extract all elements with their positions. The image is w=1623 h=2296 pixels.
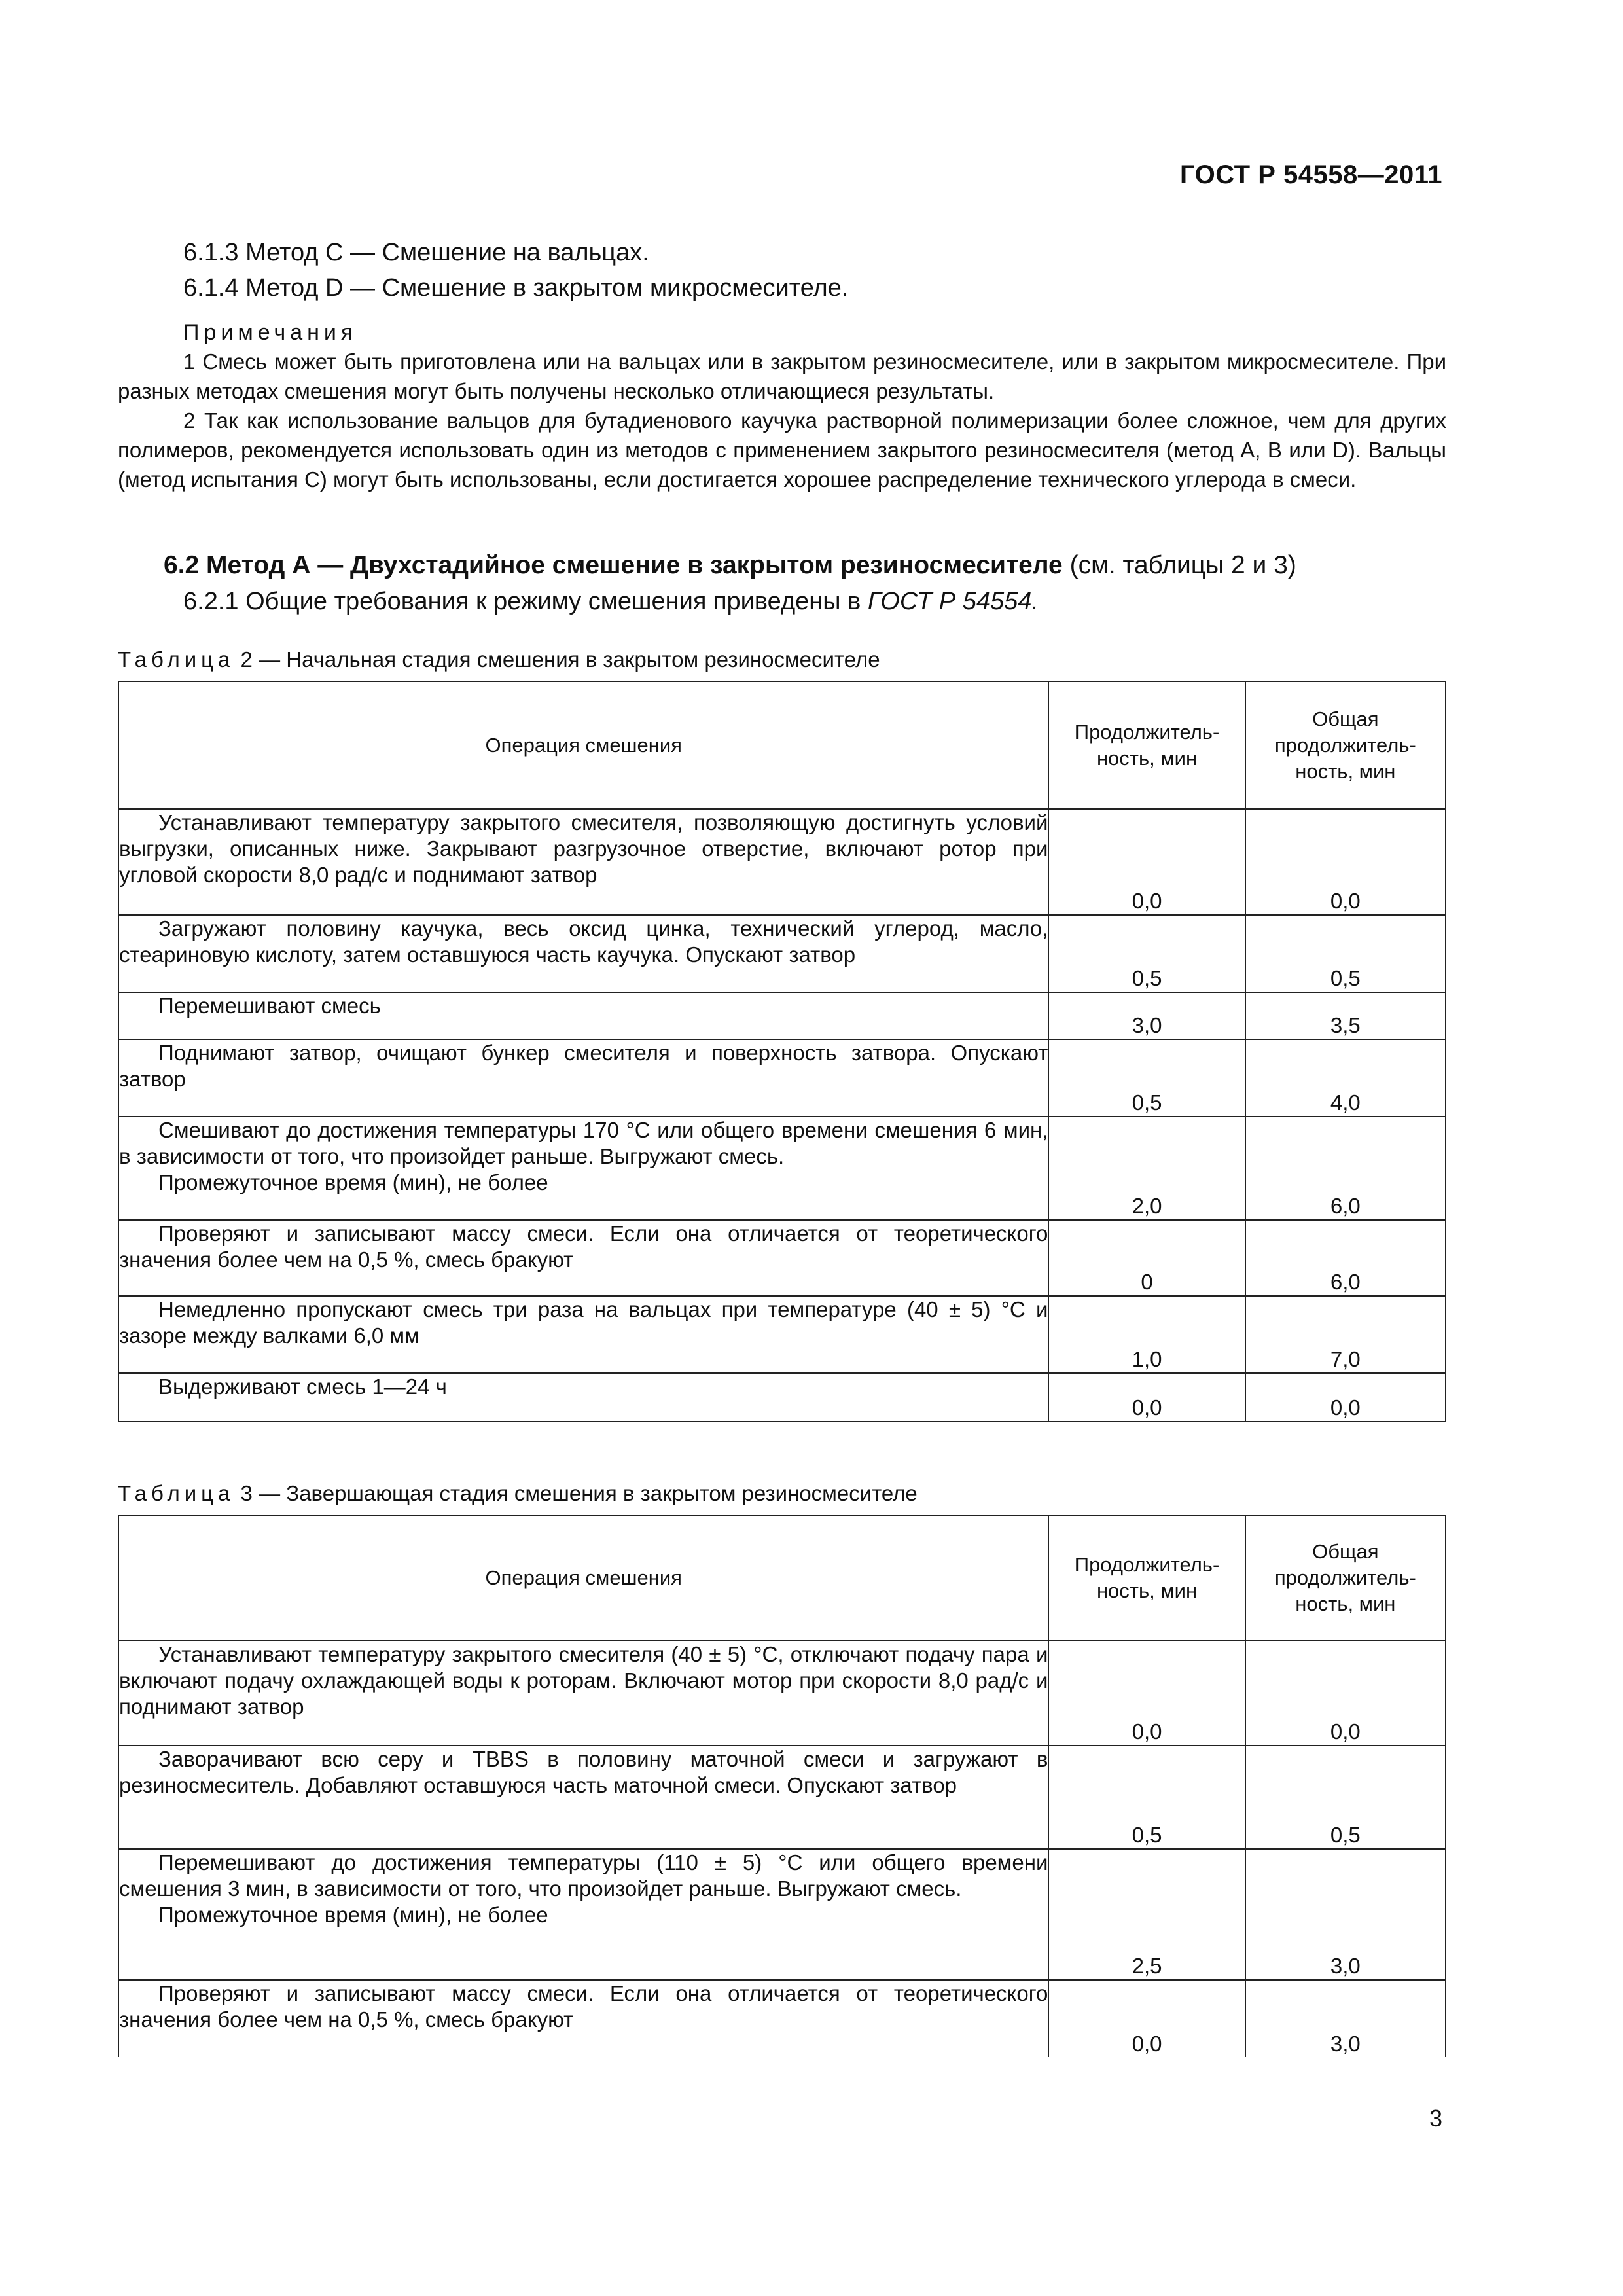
operation-text: Заворачивают всю серу и TBBS в половину маточной смеси и загружают в резиносмеситель. Добавляют оставшуюся часть маточной смеси. Опускают затвор xyxy=(119,1747,1048,1797)
table-2 xyxy=(118,681,1446,1422)
table-row xyxy=(118,1296,1446,1373)
header-duration: Продолжитель-ность, мин xyxy=(1048,681,1245,809)
duration-cell: 0 xyxy=(1048,1220,1245,1296)
paragraph-6-1-4: 6.1.4 Метод D — Смешение в закрытом микросмесителе. xyxy=(183,274,849,302)
operation-cell xyxy=(118,1746,1048,1849)
total-cell: 4,0 xyxy=(1245,1039,1446,1117)
table-3 xyxy=(118,1515,1446,2057)
operation-text: Поднимают затвор, очищают бункер смесителя и поверхность затвора. Опускают затвор xyxy=(119,1041,1048,1091)
note-1: 1 Смесь может быть приготовлена или на вальцах или в закрытом резиносмесителе, или в закрытом микросмесителе. При разных методах смешения могут быть получены несколько отличающиеся результаты. xyxy=(118,350,1446,403)
notes-block xyxy=(118,347,1446,494)
total-cell: 0,0 xyxy=(1245,809,1446,915)
operation-cell xyxy=(118,1117,1048,1220)
operation-cell xyxy=(118,915,1048,992)
table-2-header-row xyxy=(118,681,1446,809)
total-cell: 3,0 xyxy=(1245,1849,1446,1980)
header-operation: Операция смешения xyxy=(118,1515,1048,1641)
table-row xyxy=(118,1039,1446,1117)
duration-cell: 2,5 xyxy=(1048,1849,1245,1980)
header-total-duration: Общая продолжитель-ность, мин xyxy=(1245,681,1446,809)
operation-cell xyxy=(118,1296,1048,1373)
total-cell: 6,0 xyxy=(1245,1220,1446,1296)
table-2-caption-word: Таблица xyxy=(118,647,235,672)
header-operation: Операция смешения xyxy=(118,681,1048,809)
operation-text: Выдерживают смесь 1—24 ч xyxy=(158,1374,447,1399)
duration-cell: 0,0 xyxy=(1048,809,1245,915)
duration-cell: 0,5 xyxy=(1048,915,1245,992)
paragraph-6-2-1 xyxy=(183,584,1512,619)
operation-text: Загружают половину каучука, весь оксид цинка, технический углерод, масло, стеариновую кислоту, затем оставшуюся часть каучука. Опускают затвор xyxy=(119,916,1048,967)
operation-subtext: Промежуточное время (мин), не более xyxy=(158,1170,548,1194)
section-6-2-tables-ref: (см. таблицы 2 и 3) xyxy=(1062,551,1296,579)
operation-cell xyxy=(118,992,1048,1039)
operation-text: Перемешивают смесь xyxy=(158,994,381,1018)
operation-text: Проверяют и записывают массу смеси. Если она отличается от теоретического значения более чем на 0,5 %, смесь бракуют xyxy=(119,1221,1048,1272)
operation-cell xyxy=(118,1980,1048,2057)
table-2-caption xyxy=(118,647,880,673)
total-cell: 3,0 xyxy=(1245,1980,1446,2057)
total-cell: 7,0 xyxy=(1245,1296,1446,1373)
header-total-duration: Общая продолжитель-ность, мин xyxy=(1245,1515,1446,1641)
table-row xyxy=(118,1746,1446,1849)
table-2-caption-text: 2 — Начальная стадия смешения в закрытом резиносмесителе xyxy=(234,647,880,672)
table-row xyxy=(118,1980,1446,2057)
table-row xyxy=(118,809,1446,915)
total-cell: 0,0 xyxy=(1245,1373,1446,1422)
document-id: ГОСТ Р 54558—2011 xyxy=(1180,160,1442,189)
table-row xyxy=(118,1849,1446,1980)
gost-reference-link[interactable]: ГОСТ Р 54554. xyxy=(867,588,1039,615)
duration-cell: 1,0 xyxy=(1048,1296,1245,1373)
total-cell: 3,5 xyxy=(1245,992,1446,1039)
header-duration: Продолжитель-ность, мин xyxy=(1048,1515,1245,1641)
operation-cell xyxy=(118,1220,1048,1296)
paragraph-6-1-3: 6.1.3 Метод С — Смешение на вальцах. xyxy=(183,239,649,266)
table-3-caption-text: 3 — Завершающая стадия смешения в закрытом резиносмесителе xyxy=(234,1481,918,1505)
table-3-header-row xyxy=(118,1515,1446,1641)
operation-text: Устанавливают температуру закрытого смесителя, позволяющую достигнуть условий выгрузки, описанных ниже. Закрывают разгрузочное отверстие, включают ротор при угловой скорости 8,0 рад/с и поднимают затвор xyxy=(119,810,1048,887)
operation-cell xyxy=(118,1849,1048,1980)
table-row xyxy=(118,992,1446,1039)
duration-cell: 0,0 xyxy=(1048,1373,1245,1422)
operation-text: Немедленно пропускают смесь три раза на вальцах при температуре (40 ± 5) °С и зазоре между валками 6,0 мм xyxy=(119,1297,1048,1348)
page-number: 3 xyxy=(1429,2105,1442,2132)
operation-text: Смешивают до достижения температуры 170 °С или общего времени смешения 6 мин, в зависимости от того, что произойдет раньше. Выгружают смесь. xyxy=(119,1118,1048,1168)
total-cell: 0,5 xyxy=(1245,1746,1446,1849)
operation-text: Перемешивают до достижения температуры (110 ± 5) °С или общего времени смешения 3 мин, в зависимости от того, что произойдет раньше. Выгружают смесь. xyxy=(119,1850,1048,1901)
operation-cell xyxy=(118,809,1048,915)
table-row xyxy=(118,1220,1446,1296)
note-2: 2 Так как использование вальцов для бутадиенового каучука растворной полимеризации более сложное, чем для других полимеров, рекомендуется использовать один из методов с применением закрытого резиносмесителя (метод А, В или D). Вальцы (метод испытания С) могут быть использованы, если достигается хорошее распределение технического углерода в смеси. xyxy=(118,408,1446,492)
total-cell: 6,0 xyxy=(1245,1117,1446,1220)
duration-cell: 0,5 xyxy=(1048,1039,1245,1117)
operation-cell xyxy=(118,1039,1048,1117)
duration-cell: 0,0 xyxy=(1048,1980,1245,2057)
duration-cell: 3,0 xyxy=(1048,992,1245,1039)
table-row xyxy=(118,1641,1446,1746)
table-row xyxy=(118,915,1446,992)
section-6-2-title: 6.2 Метод А — Двухстадийное смешение в закрытом резиносмесителе xyxy=(164,551,1063,579)
total-cell: 0,5 xyxy=(1245,915,1446,992)
notes-title: Примечания xyxy=(183,320,358,345)
operation-cell xyxy=(118,1373,1048,1422)
operation-subtext: Промежуточное время (мин), не более xyxy=(158,1903,548,1927)
paragraph-6-2-1-text: 6.2.1 Общие требования к режиму смешения приведены в xyxy=(183,588,868,615)
table-3-caption-word: Таблица xyxy=(118,1481,235,1505)
duration-cell: 0,0 xyxy=(1048,1641,1245,1746)
operation-cell xyxy=(118,1641,1048,1746)
duration-cell: 0,5 xyxy=(1048,1746,1245,1849)
operation-text: Проверяют и записывают массу смеси. Если она отличается от теоретического значения более чем на 0,5 %, смесь бракуют xyxy=(119,1981,1048,2032)
duration-cell: 2,0 xyxy=(1048,1117,1245,1220)
total-cell: 0,0 xyxy=(1245,1641,1446,1746)
operation-text: Устанавливают температуру закрытого смесителя (40 ± 5) °С, отключают подачу пара и включают подачу охлаждающей воды к роторам. Включают мотор при скорости 8,0 рад/с и поднимают затвор xyxy=(119,1642,1048,1719)
table-row xyxy=(118,1373,1446,1422)
section-6-2-heading xyxy=(164,548,1296,583)
table-3-caption xyxy=(118,1480,918,1507)
table-row xyxy=(118,1117,1446,1220)
